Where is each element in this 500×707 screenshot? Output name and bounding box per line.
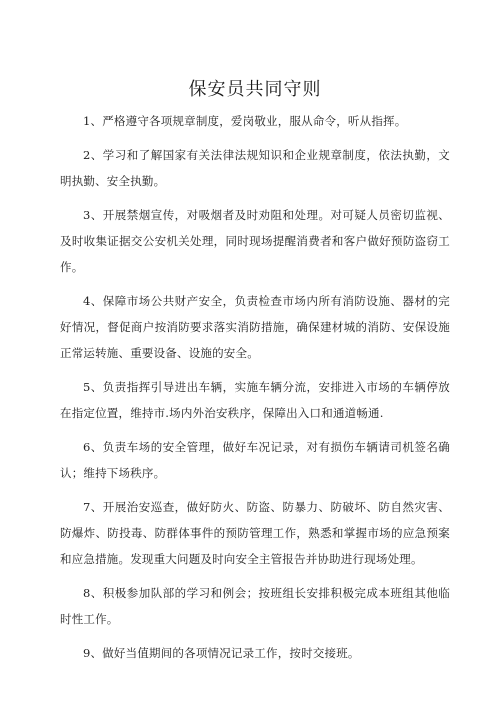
document-title: 保安员共同守则 (188, 79, 322, 100)
rules-list (60, 108, 450, 666)
rule-item-4: 4、保障市场公共财产安全，负责检查市场内所有消防设施、器材的完好情况，督促商户按消防要求落实消防措施，确保建材城的消防、安保设施正常运转施、重要设备、设施的安全。 (60, 294, 450, 360)
rule-item-3: 3、开展禁烟宣传，对吸烟者及时劝阻和处理。对可疑人员密切监视、及时收集证据交公安机关处理，同时现场提醒消费者和客户做好预防盗窃工作。 (60, 208, 450, 274)
rule-item-9: 9、做好当值期间的各项情况记录工作，按时交接班。 (83, 646, 360, 660)
rule-item-2: 2、学习和了解国家有关法律法规知识和企业规章制度，依法执勤，文明执勤、安全执勤。 (60, 148, 450, 188)
rule-item-5: 5、负责指挥引导进出车辆，实施车辆分流，安排进入市场的车辆停放在指定位置，维持市.场内外治安秩序，保障出入口和通道畅通. (60, 380, 450, 420)
rule-item-6: 6、负责车场的安全管理，做好车况记录，对有损伤车辆请司机签名确认；维持下场秩序。 (60, 440, 450, 480)
rule-item-7: 7、开展治安巡查，做好防火、防盗、防暴力、防破坏、防自然灾害、防爆炸、防投毒、防群体事件的预防管理工作，熟悉和掌握市场的应急预案和应急措施。发现重大问题及时向安全主管报告并协助进行现场处理。 (60, 500, 450, 566)
rule-item-8: 8、积极参加队部的学习和例会；按班组长安排积极完成本班组其他临时性工作。 (60, 586, 450, 626)
rule-item-1: 1、严格遵守各项规章制度，爱岗敬业，服从命令，听从指挥。 (83, 114, 407, 128)
